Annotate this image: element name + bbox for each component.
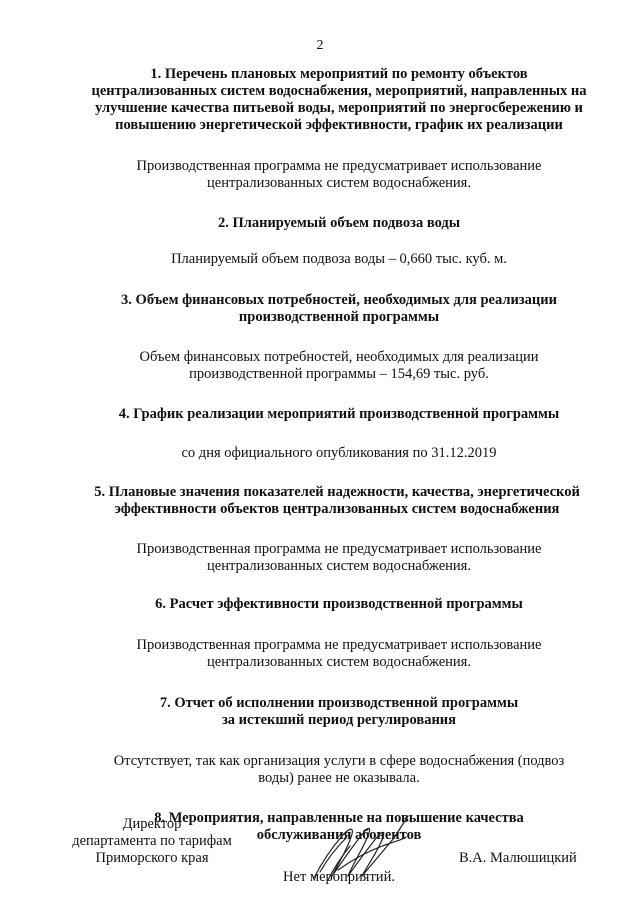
section-6-text-line-1: Производственная программа не предусматривает использование [136, 637, 542, 653]
section-1-heading-line-4: повышению энергетической эффективности, график их реализации [115, 117, 563, 133]
section-3-heading-line-1: 3. Объем финансовых потребностей, необходимых для реализации [121, 292, 557, 308]
section-4-heading-line-1: 4. График реализации мероприятий производственной программы [118, 406, 560, 422]
section-2-heading-line-1: 2. Планируемый объем подвоза воды [217, 215, 461, 231]
signer-title-line-1: Директор [122, 816, 182, 832]
section-1-heading-line-1: 1. Перечень плановых мероприятий по ремонту объектов [150, 66, 528, 82]
section-6-heading [84, 596, 594, 613]
handwritten-signature [308, 810, 412, 886]
section-3-text-line-1: Объем финансовых потребностей, необходимых для реализации [139, 349, 539, 365]
section-5-text [84, 541, 594, 575]
section-4-text [84, 445, 594, 462]
section-6-text [84, 637, 594, 671]
section-4-heading [84, 406, 594, 423]
section-1-text [84, 158, 594, 192]
signer-title [62, 816, 242, 867]
section-5-heading-line-1: 5. Плановые значения показателей надежности, качества, энергетической [94, 484, 580, 500]
section-7-text [84, 753, 594, 787]
section-5-text-line-1: Производственная программа не предусматривает использование [136, 541, 542, 557]
section-1-heading [84, 66, 594, 134]
section-6-heading-line-1: 6. Расчет эффективности производственной программы [155, 596, 523, 612]
section-1-text-line-1: Производственная программа не предусматривает использование [136, 158, 542, 174]
section-3-text-line-2: производственной программы – 154,69 тыс. руб. [189, 366, 489, 382]
section-5-text-line-2: централизованных систем водоснабжения. [207, 558, 471, 574]
section-8-heading-line-1: 8. Мероприятия, направленные на повышение качества [154, 810, 524, 826]
section-1-heading-line-2: централизованных систем водоснабжения, мероприятий, направленных на [91, 83, 587, 99]
section-1-heading-line-3: улучшение качества питьевой воды, мероприятий по энергосбережению и [95, 100, 583, 116]
section-2-text [84, 251, 594, 268]
section-7-heading-line-2: за истекший период регулирования [221, 712, 457, 728]
section-8-heading-line-2: обслуживания абонентов [256, 827, 422, 843]
section-3-text [84, 349, 594, 383]
section-5-heading [74, 484, 600, 518]
section-3-heading [84, 292, 594, 326]
signature-block [0, 816, 640, 896]
section-7-heading [84, 695, 594, 729]
section-6-text-line-2: централизованных систем водоснабжения. [207, 654, 471, 670]
document-body [84, 66, 594, 886]
section-1-text-line-2: централизованных систем водоснабжения. [207, 175, 471, 191]
section-7-text-line-1: Отсутствует, так как организация услуги в сфере водоснабжения (подвоз [113, 753, 565, 769]
section-4-text-line-1: со дня официального опубликования по 31.12.2019 [181, 445, 497, 461]
section-7-heading-line-1: 7. Отчет об исполнении производственной программы [159, 695, 519, 711]
signer-name: В.А. Малюшицкий [459, 850, 577, 866]
signer-title-line-2: департамента по тарифам [72, 833, 232, 849]
section-3-heading-line-2: производственной программы [238, 309, 440, 325]
section-8-text-line-1: Нет мероприятий. [283, 869, 395, 885]
page-number: 2 [316, 38, 324, 53]
section-7-text-line-2: воды) ранее не оказывала. [258, 770, 420, 786]
section-5-heading-line-2: эффективности объектов централизованных систем водоснабжения [114, 501, 560, 517]
section-2-text-line-1: Планируемый объем подвоза воды – 0,660 тыс. куб. м. [171, 251, 507, 267]
section-2-heading [84, 215, 594, 232]
signer-title-line-3: Приморского края [95, 850, 209, 866]
